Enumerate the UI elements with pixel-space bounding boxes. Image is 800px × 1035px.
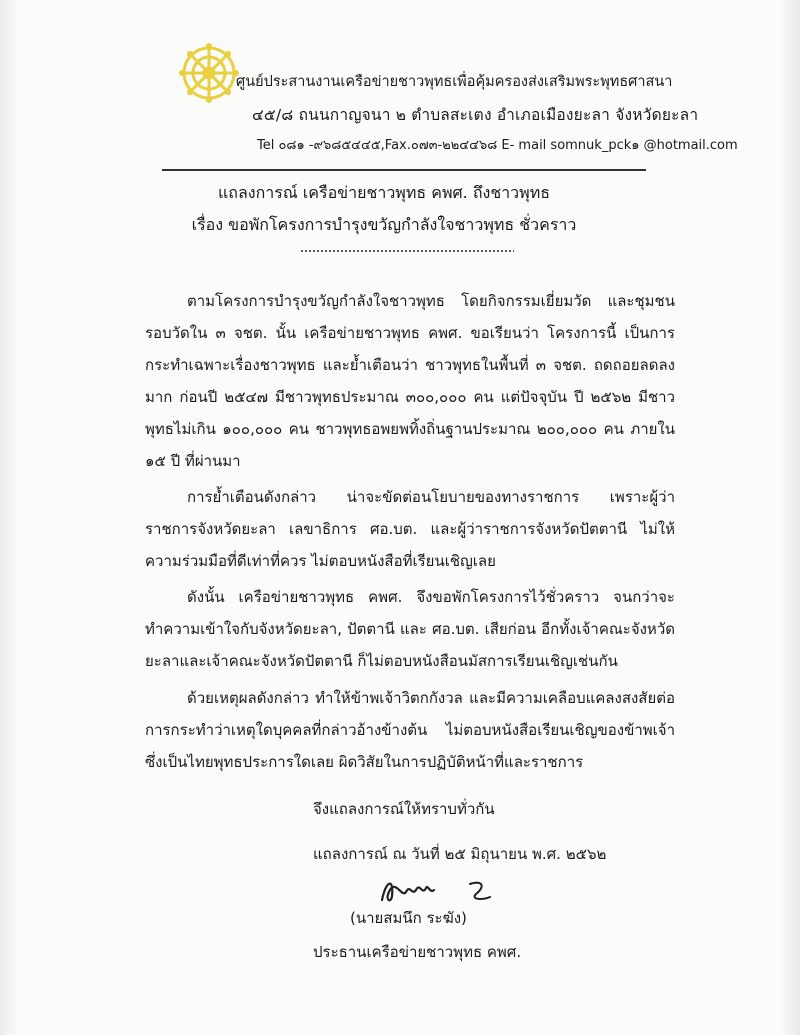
- signer-name: (นายสมนึก ระฆัง): [350, 909, 467, 927]
- body-paragraph-3: ดังนั้น เครือข่ายชาวพุทธ คพศ. จึงขอพักโครงการไว้ชั่วคราว จนกว่าจะทำความเข้าใจกับจังหวัดยะลา, ปัตตานี และ ศอ.บต. เสียก่อน อีกทั้งเจ้าคณะจังหวัดยะลาและเจ้าคณะจังหวัดปัตตานี ก็ไม่ตอบหนังสือนมัสการเรียนเชิญเช่นกัน: [145, 588, 675, 670]
- body-paragraph-4: ด้วยเหตุผลดังกล่าว ทำให้ข้าพเจ้าวิตกกังวล และมีความเคลือบแคลงสงสัยต่อการกระทำว่าเหตุใดบุคคลที่กล่าวอ้างข้างต้น ไม่ตอบหนังสือเรียนเชิญของข้าพเจ้าซึ่งเป็นไทยพุทธประการใดเลย ผิดวิสัยในการปฏิบัติหน้าที่และราชการ: [145, 689, 675, 771]
- announcement-date: แถลงการณ์ ณ วันที่ ๒๕ มิถุนายน พ.ศ. ๒๕๖๒: [313, 845, 607, 863]
- signature-icon: [372, 870, 502, 910]
- announcement-title: แถลงการณ์ เครือข่ายชาวพุทธ คพศ. ถึงชาวพุทธ: [217, 183, 551, 202]
- header-divider: [162, 169, 646, 171]
- org-address: ๔๕/๘ ถนนกาญจนา ๒ ตำบลสะเตง อำเภอเมืองยะลา จังหวัดยะลา: [252, 106, 699, 124]
- dotted-divider: [300, 250, 514, 252]
- org-contact: Tel ๐๘๑ -๙๖๘๕๔๔๕,Fax.๐๗๓-๒๒๔๔๖๘ E- mail somnuk_pck๑ @hotmail.com: [257, 138, 738, 153]
- signer-title: ประธานเครือข่ายชาวพุทธ คพศ.: [313, 943, 522, 961]
- closing-announce: จึงแถลงการณ์ให้ทราบทั่วกัน: [313, 800, 495, 818]
- announcement-subject: เรื่อง ขอพักโครงการบำรุงขวัญกำลังใจชาวพุทธ ชั่วคราว: [191, 215, 577, 234]
- org-name: ศูนย์ประสานงานเครือข่ายชาวพุทธเพื่อคุ้มครองส่งเสริมพระพุทธศาสนา: [236, 74, 673, 90]
- dharma-wheel-icon: [178, 42, 240, 104]
- body-paragraph-2: การย้ำเตือนดังกล่าว น่าจะขัดต่อนโยบายของทางราชการ เพราะผู้ว่าราชการจังหวัดยะลา เลขาธิการ ศอ.บต. และผู้ว่าราชการจังหวัดปัตตานี ไม่ให้ความร่วมมือที่ดีเท่าที่ควร ไม่ตอบหนังสือที่เรียนเชิญเลย: [145, 488, 675, 570]
- body-paragraph-1: ตามโครงการบำรุงขวัญกำลังใจชาวพุทธ โดยกิจกรรมเยี่ยมวัด และชุมชนรอบวัดใน ๓ จชต. นั้น เครือข่ายชาวพุทธ คพศ. ขอเรียนว่า โครงการนี้ เป็นการกระทำเฉพาะเรื่องชาวพุทธ และย้ำเตือนว่า ชาวพุทธในพื้นที่ ๓ จชต. ถดถอยลดลงมาก ก่อนปี ๒๕๔๗ มีชาวพุทธประมาณ ๓๐๐,๐๐๐ คน แต่ปัจจุบัน ปี ๒๕๖๒ มีชาวพุทธไม่เกิน ๑๐๐,๐๐๐ คน ชาวพุทธอพยพทิ้งถิ่นฐานประมาณ ๒๐๐,๐๐๐ คน ภายใน ๑๕ ปี ที่ผ่านมา: [145, 292, 675, 470]
